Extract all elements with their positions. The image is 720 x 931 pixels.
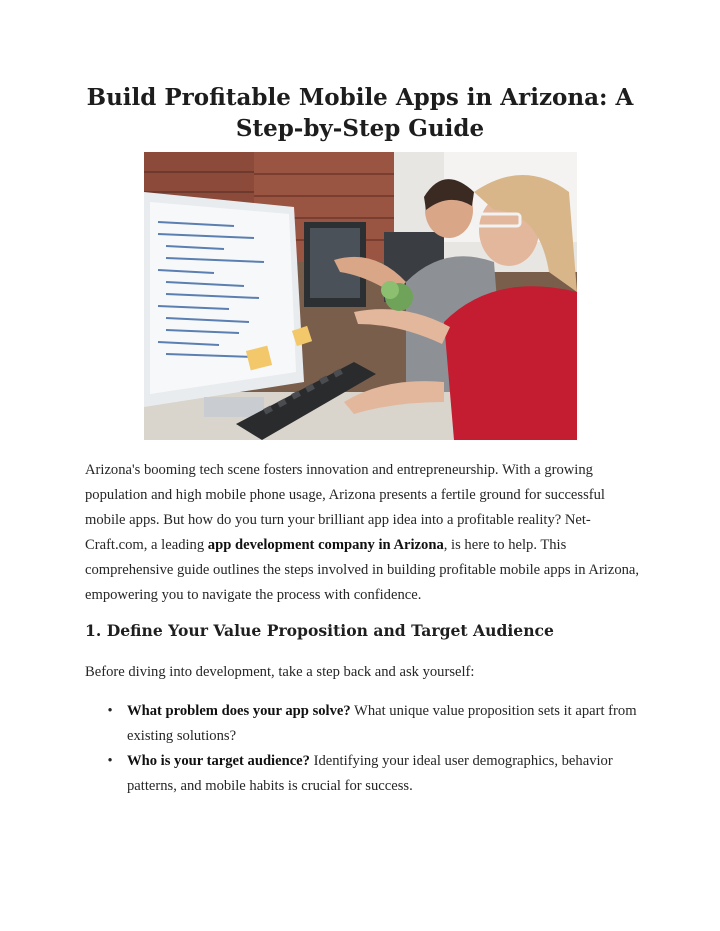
intro-text-part2: , is here to help. This comprehensive guide outlines the steps involved in building profitable mobile apps in Arizona, empowering you to navigate the process with confidence. <box>85 537 640 603</box>
section-heading: 1. Define Your Value Proposition and Target Audience <box>85 621 554 640</box>
bullet-icon: • <box>107 703 113 719</box>
intro-text-part1: Arizona's booming tech scene fosters innovation and entrepreneurship. With a growing population and high mobile phone usage, Arizona presents a fertile ground for successful mobile apps. But how do you turn your brilliant app idea into a profitable reality? Net-Craft.com, a leading <box>85 462 605 553</box>
intro-paragraph <box>85 458 645 608</box>
list-item-text: What unique value proposition sets it apart from existing solutions? <box>127 703 637 744</box>
list-item <box>85 699 645 749</box>
section-lead: Before diving into development, take a step back and ask yourself: <box>85 664 475 680</box>
bullet-icon: • <box>107 753 113 769</box>
question-list <box>85 699 645 799</box>
list-item-bold: What problem does your app solve? <box>127 703 351 719</box>
list-item-text: Identifying your ideal user demographics, behavior patterns, and mobile habits is crucial for success. <box>127 753 613 794</box>
page-title: Build Profitable Mobile Apps in Arizona: A Step-by-Step Guide <box>86 84 634 142</box>
list-item <box>85 749 645 799</box>
list-item-bold: Who is your target audience? <box>127 753 310 769</box>
hero-illustration <box>144 152 577 440</box>
developers-at-computer-image <box>144 152 577 440</box>
company-link[interactable]: app development company in Arizona <box>207 537 444 553</box>
